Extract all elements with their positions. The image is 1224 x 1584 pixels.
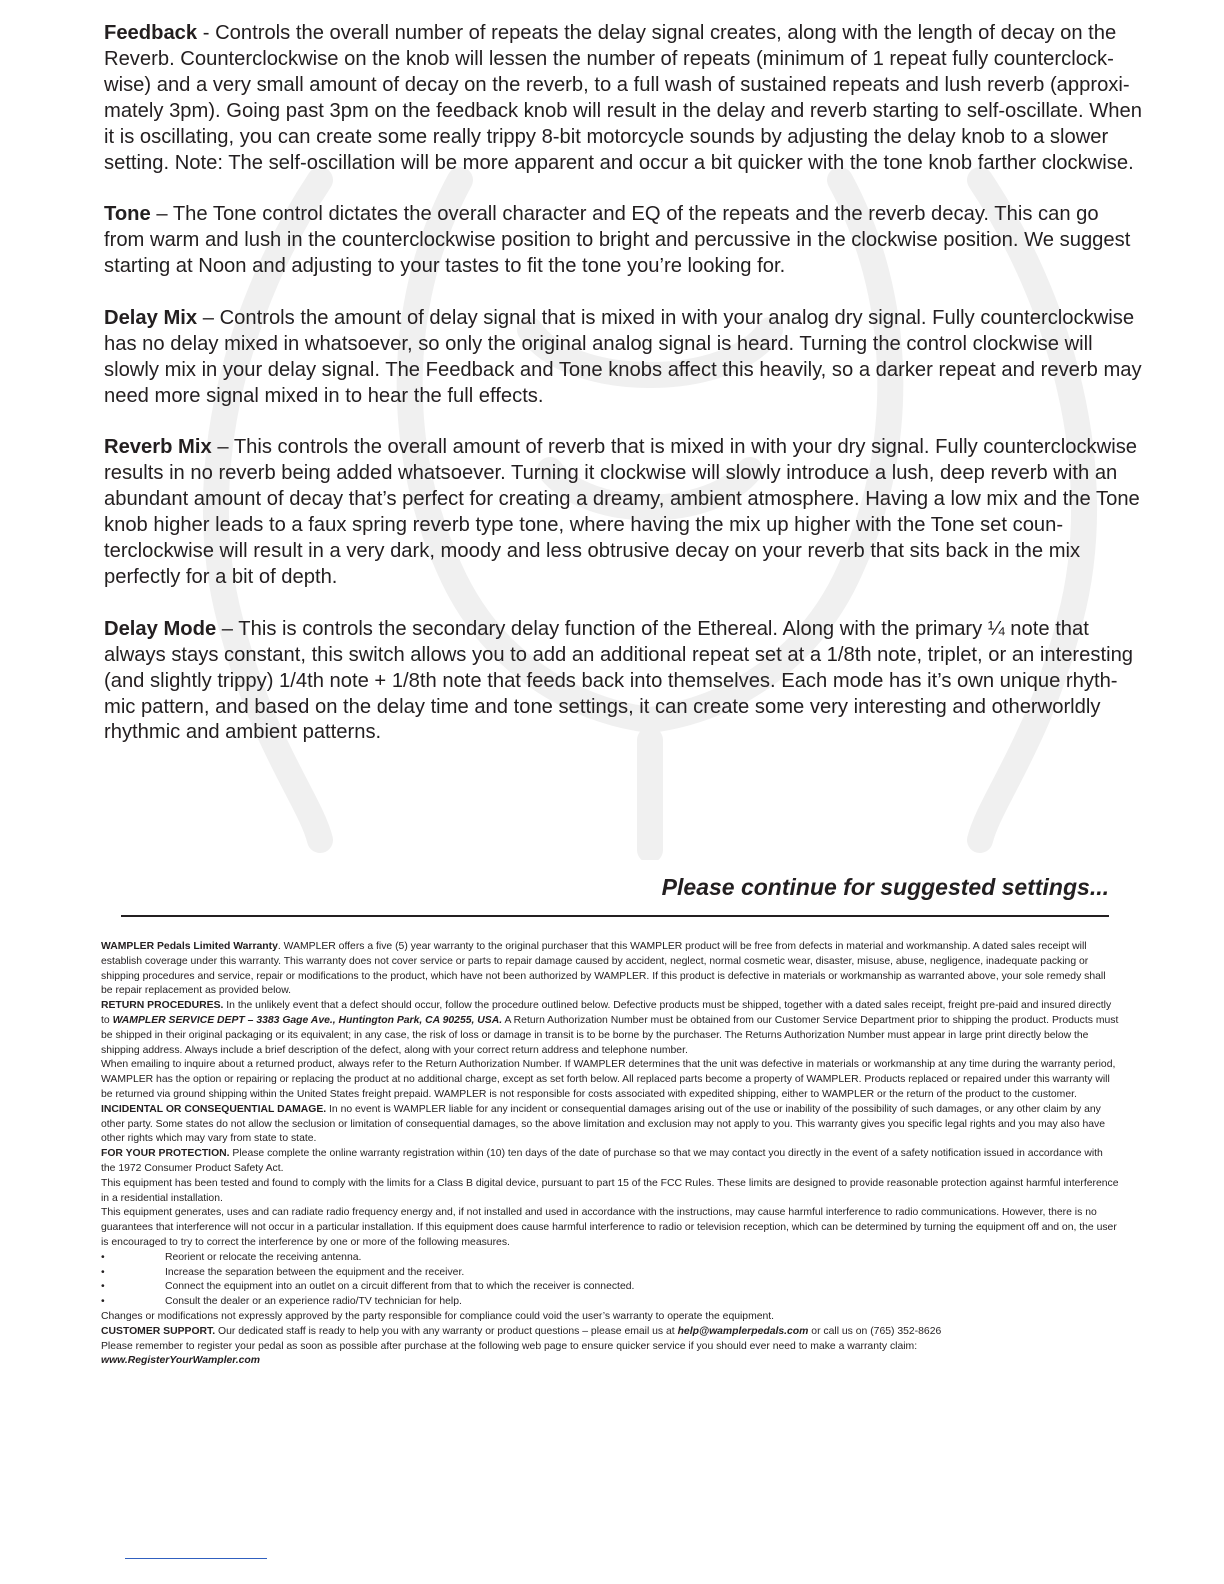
control-feedback bbox=[104, 21, 1144, 176]
support-title: CUSTOMER SUPPORT. bbox=[101, 1325, 216, 1337]
separator: - bbox=[197, 22, 216, 44]
control-delay-mix bbox=[104, 306, 1144, 410]
fcc-interference-paragraph: This equipment generates, uses and can radiate radio frequency energy and, if not installed and used in accordance with the instructions, may cause harmful interference to radio communications. However, there is no guarantees that interference will not occur in a particular installation. If this equipment does cause harmful interference to radio or television reception, which can be determined by turning the equipment off and on, the user is encouraged to try to correct the interference by one or more of the following measures. bbox=[101, 1207, 1117, 1248]
incidental-title: INCIDENTAL OR CONSEQUENTIAL DAMAGE. bbox=[101, 1103, 327, 1115]
changes-paragraph: Changes or modifications not expressly approved by the party responsible for compliance could void the user’s warranty to operate the equipment. bbox=[101, 1310, 775, 1322]
measure-item bbox=[101, 1295, 1119, 1310]
return-procedures-title: RETURN PROCEDURES. bbox=[101, 1000, 224, 1012]
bullet: • bbox=[101, 1266, 105, 1278]
bullet: • bbox=[101, 1251, 105, 1263]
support-email-link[interactable]: help@wamplerpedals.com bbox=[677, 1325, 809, 1337]
control-tone bbox=[104, 202, 1144, 280]
control-title: Tone bbox=[104, 203, 151, 226]
control-title: Reverb Mix bbox=[104, 436, 212, 459]
measure-item bbox=[101, 1280, 1119, 1295]
register-link-paragraph bbox=[101, 1354, 1119, 1369]
protection-text: Please complete the online warranty registration within (10) ten days of the date of purchase so that we may contact you directly in the event of a safety notification issued in accordance with the 1972 Consumer Product Safety Act. bbox=[101, 1148, 1103, 1174]
separator: – bbox=[150, 203, 173, 226]
legal-section bbox=[101, 940, 1119, 1369]
control-text: The Tone control dictates the overall character and EQ of the repeats and the reverb decay. This can go from warm and lush in the counterclockwise position to bright and percussive in the clockwise position. We suggest starting at Noon and adjusting to your tastes to fit the tone you’re looking for. bbox=[104, 203, 1131, 278]
bullet: • bbox=[101, 1296, 105, 1308]
support-text: Our dedicated staff is ready to help you with any warranty or product questions – please email us at bbox=[215, 1325, 678, 1337]
control-text: This is controls the secondary delay function of the Ethereal. Along with the primary ¼ note that always stays constant, this switch allows you to add an additional repeat set at a 1/8th note, triplet, or an interesting (and slightly trippy) 1/4th note + 1/8th note that feeds back into themselves. Each mode has it’s own unique rhyth- mic pattern, and based on the delay time and tone settings, it can create some very interesting and otherworldly rhythmic and ambient patterns. bbox=[104, 617, 1134, 744]
control-text: This controls the overall amount of reverb that is mixed in with your dry signal. Fully counterclockwise results in no reverb being added whatsoever. Turning it clockwise will slowly introduce a lush, deep reverb with an abundant amount of decay that’s perfect for creating a dreamy, ambient atmosphere. Having a low mix and the Tone knob higher leads to a faux spring reverb type tone, where having the mix up higher with the Tone set coun- terclockwise will result in a very dark, moody and less obtrusive decay on your reverb that sits back in the mix perfectly for a bit of depth. bbox=[104, 436, 1140, 588]
warranty-paragraph bbox=[101, 940, 1119, 999]
return-email-paragraph: When emailing to inquire about a returned product, always refer to the Return Authorization Number. If WAMPLER determines that the unit was defective in materials or workmanship at any time during the warranty period, WAMPLER has the option or repairing or replacing the product at no additional charge, except as set forth below. All replaced parts become a property of WAMPLER. Products replaced or repaired under this warranty will be returned via ground shipping within the United States freight prepaid. WAMPLER is not responsible for costs associated with expedited shipping, either to WAMPLER or the return of the product to the customer. bbox=[101, 1059, 1116, 1100]
protection-title: FOR YOUR PROTECTION. bbox=[101, 1148, 230, 1160]
measure-item bbox=[101, 1266, 1119, 1281]
incidental-damage-paragraph bbox=[101, 1103, 1119, 1147]
continue-note: Please continue for suggested settings... bbox=[661, 874, 1109, 900]
return-text: A Return Authorization Number must be obtained from our Customer Service Department prior to shipping the product. Products must be shipped in their original packaging or its equivalent; in any case, the risk of loss or damage in transit is to be borne by the purchaser. The Returns Authorization Number must appear in large print directly below the shipping address. Always include a brief description of the defect, along with your correct return address and telephone number. bbox=[101, 1014, 1119, 1056]
measure-text: Connect the equipment into an outlet on a circuit different from that to which the receiver is connected. bbox=[165, 1281, 635, 1293]
control-delay-mode bbox=[104, 617, 1144, 747]
divider-rule bbox=[121, 915, 1109, 917]
control-title: Delay Mix bbox=[104, 306, 198, 329]
support-phone: or call us on (765) 352-8626 bbox=[808, 1325, 942, 1337]
separator: – bbox=[216, 617, 239, 640]
measure-text: Reorient or relocate the receiving antenna. bbox=[165, 1251, 362, 1263]
customer-support-paragraph bbox=[101, 1325, 1119, 1340]
control-title: Feedback bbox=[104, 22, 198, 44]
measure-text: Increase the separation between the equipment and the receiver. bbox=[165, 1266, 465, 1278]
separator: – bbox=[211, 436, 234, 459]
fcc-compliance-paragraph: This equipment has been tested and found to comply with the limits for a Class B digital device, pursuant to part 15 of the FCC Rules. These limits are designed to provide reasonable protection against harmful interference in a residential installation. bbox=[101, 1177, 1119, 1204]
control-text: Controls the overall number of repeats the delay signal creates, along with the length of decay on the Reverb. Counterclockwise on the knob will lessen the number of repeats (minimum of 1 repeat fully counterclock- wise) and a very small amount of decay on the reverb, to a full wash of sustained repeats and lush reverb (approxi- mately 3pm). Going past 3pm on the feedback knob will result in the delay and reverb starting to self-oscillate. When it is oscillating, you can create some really trippy 8-bit motorcycle sounds by adjusting the delay knob to a slower setting. Note: The self-oscillation will be more apparent and occur a bit quicker with the tone knob farther clockwise. bbox=[104, 22, 1142, 174]
protection-paragraph bbox=[101, 1147, 1119, 1177]
incidental-text: In no event is WAMPLER liable for any incident or consequential damages arising out of the use or inability of the possibility of such damages, or any other claim by any other party. Some states do not allow the seclusion or limitation of consequential damages, so the above limitation and exclusion may not apply to you. This warranty gives you specific legal rights and you may also have other rights which may vary from state to state. bbox=[101, 1103, 1106, 1145]
warranty-title: WAMPLER Pedals Limited Warranty bbox=[101, 941, 278, 952]
control-title: Delay Mode bbox=[104, 617, 217, 640]
footer-link-line bbox=[125, 1558, 267, 1559]
warranty-text: . WAMPLER offers a five (5) year warranty to the original purchaser that this WAMPLER product will be free from defects in material and workmanship. A dated sales receipt will establish coverage under this warranty. This warranty does not cover service or parts to repair damage caused by accident, neglect, normal cosmetic wear, disaster, misuse, abuse, negligence, inadequate packing or shipping procedures and service, repair or modifications to the product, which have not been authorized by WAMPLER. If this product is defective in materials or workmanship as warranted above, your sole remedy shall be repair replacement as provided below. bbox=[101, 941, 1106, 997]
measure-text: Consult the dealer or an experience radio/TV technician for help. bbox=[165, 1296, 462, 1308]
control-text: Controls the amount of delay signal that is mixed in with your analog dry signal. Fully counterclockwise has no delay mixed in whatsoever, so only the original analog signal is heard. Turning the control clockwise will slowly mix in your delay signal. The Feedback and Tone knobs affect this heavily, so a darker repeat and reverb may need more signal mixed in to hear the full effects. bbox=[104, 306, 1142, 407]
control-descriptions bbox=[104, 21, 1144, 772]
bullet: • bbox=[101, 1281, 105, 1293]
control-reverb-mix bbox=[104, 435, 1144, 590]
return-procedures-paragraph bbox=[101, 999, 1119, 1058]
register-link[interactable]: www.RegisterYourWampler.com bbox=[101, 1355, 260, 1367]
register-paragraph: Please remember to register your pedal as soon as possible after purchase at the following web page to ensure quicker service if you should ever need to make a warranty claim: bbox=[101, 1340, 918, 1352]
separator: – bbox=[197, 306, 220, 329]
return-text: In the unlikely event that a defect should occur, follow the procedure outlined below. Defective products must be shipped, together with a dated sales receipt, freight pre-paid and insured directly to bbox=[101, 1000, 1112, 1026]
measure-item bbox=[101, 1251, 1119, 1266]
service-address: WAMPLER SERVICE DEPT – 3383 Gage Ave., Huntington Park, CA 90255, USA. bbox=[112, 1014, 503, 1026]
